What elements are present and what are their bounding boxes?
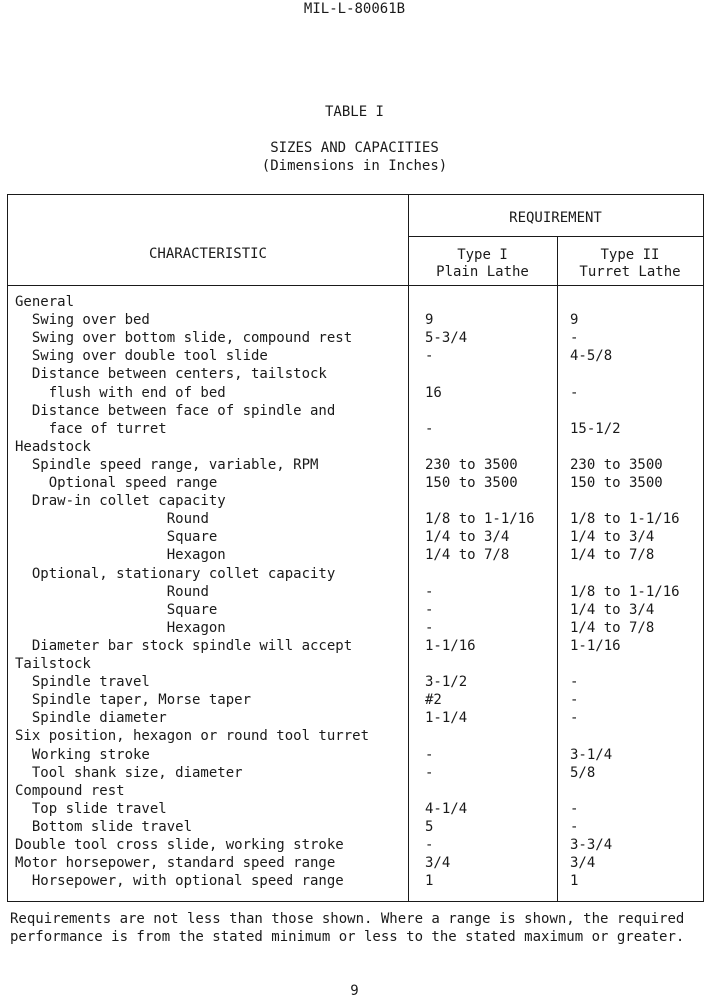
row-type2-value: 9 (570, 312, 579, 329)
row-type2-value: - (570, 692, 579, 709)
row-type2-value: 1/8 to 1-1/16 (570, 583, 680, 600)
row-type2-value: 1/4 to 7/8 (570, 619, 655, 636)
table-row (0, 293, 709, 311)
row-type1-value: 3-1/2 (425, 674, 468, 691)
table-row (0, 583, 709, 601)
table-subtitle: SIZES AND CAPACITIES (270, 140, 439, 156)
table-row (0, 673, 709, 691)
row-type2-value: - (570, 710, 579, 727)
table-row (0, 528, 709, 546)
row-characteristic: Distance between centers, tailstock (31, 366, 327, 383)
row-characteristic: Hexagon (166, 547, 226, 564)
header-type2-line1: Type II (600, 247, 660, 263)
table-row (0, 546, 709, 564)
row-characteristic: Compound rest (15, 782, 125, 799)
row-characteristic: Optional, stationary collet capacity (31, 565, 336, 582)
table-row (0, 691, 709, 709)
row-type1-value: #2 (425, 692, 442, 709)
row-type2-value: - (570, 384, 579, 401)
row-type1-value: 9 (425, 312, 434, 329)
header-divider-bottom (8, 285, 703, 286)
row-type2-value: 1/4 to 3/4 (570, 529, 655, 546)
row-type1-value: 16 (425, 384, 442, 401)
table-row (0, 384, 709, 402)
table-row (0, 782, 709, 800)
row-type1-value: - (425, 764, 434, 781)
table-footnote: Requirements are not less than those shown. Where a range is shown, the required performance is from the stated minimum or less to the stated maximum or greater. (10, 911, 685, 945)
table-row (0, 402, 709, 420)
row-type1-value: 4-1/4 (425, 800, 468, 817)
row-characteristic: Horsepower, with optional speed range (31, 873, 344, 890)
header-type2-line2: Turret Lathe (579, 264, 681, 280)
row-type2-value: 5/8 (570, 764, 596, 781)
table-row (0, 420, 709, 438)
row-characteristic: Hexagon (166, 619, 226, 636)
header-type1-line2: Plain Lathe (436, 264, 529, 280)
row-characteristic: Swing over bed (31, 312, 150, 329)
table-row (0, 438, 709, 456)
page-number: 9 (350, 983, 359, 999)
row-type2-value: - (570, 330, 579, 347)
row-characteristic: Motor horsepower, standard speed range (15, 855, 336, 872)
row-characteristic: flush with end of bed (48, 384, 226, 401)
row-type1-value: - (425, 601, 434, 618)
table-row (0, 818, 709, 836)
row-characteristic: General (15, 294, 75, 310)
header-characteristic: CHARACTERISTIC (148, 246, 267, 262)
table-row (0, 474, 709, 492)
row-type1-value: 1-1/16 (425, 637, 476, 654)
table-row (0, 854, 709, 872)
row-type1-value: 1/4 to 7/8 (425, 547, 510, 564)
row-characteristic: Spindle diameter (31, 710, 167, 727)
row-type1-value: - (425, 420, 434, 437)
row-type2-value: - (570, 818, 579, 835)
row-type1-value: - (425, 746, 434, 763)
row-characteristic: Square (166, 529, 218, 546)
table-row (0, 637, 709, 655)
row-type1-value: 1 (425, 873, 434, 890)
row-type2-value: 3/4 (570, 855, 596, 872)
row-characteristic: Six position, hexagon or round tool turret (15, 728, 370, 745)
row-characteristic: Swing over double tool slide (31, 348, 268, 365)
header-requirement: REQUIREMENT (509, 210, 602, 226)
table-row (0, 456, 709, 474)
row-type1-value: - (425, 619, 434, 636)
row-type2-value: 1/8 to 1-1/16 (570, 511, 680, 528)
table-row (0, 746, 709, 764)
table-row (0, 764, 709, 782)
row-type1-value: 3/4 (425, 855, 451, 872)
row-type1-value: - (425, 348, 434, 365)
row-type2-value: 150 to 3500 (570, 475, 663, 491)
row-characteristic: Distance between face of spindle and (31, 402, 336, 419)
row-type2-value: 4-5/8 (570, 348, 613, 365)
header-divider-requirement (408, 236, 703, 237)
row-type2-value: 1/4 to 7/8 (570, 547, 655, 564)
table-row (0, 872, 709, 890)
row-type1-value: 150 to 3500 (425, 475, 518, 491)
row-characteristic: face of turret (48, 420, 167, 437)
row-characteristic: Spindle taper, Morse taper (31, 692, 252, 709)
table-title: TABLE I (324, 104, 384, 120)
table-row (0, 347, 709, 365)
row-type1-value: 1/8 to 1-1/16 (425, 511, 535, 528)
row-type2-value: 1/4 to 3/4 (570, 601, 655, 618)
row-type1-value: 5-3/4 (425, 330, 468, 347)
row-type2-value: 230 to 3500 (570, 456, 663, 473)
row-characteristic: Working stroke (31, 746, 150, 763)
row-characteristic: Headstock (15, 438, 91, 455)
row-type1-value: 1-1/4 (425, 710, 468, 727)
row-characteristic: Optional speed range (48, 475, 218, 491)
document-number: MIL-L-80061B (303, 1, 406, 17)
table-row (0, 601, 709, 619)
table-row (0, 836, 709, 854)
header-type1-line1: Type I (457, 247, 508, 263)
table-row (0, 329, 709, 347)
table-row (0, 365, 709, 383)
row-characteristic: Tailstock (15, 656, 91, 672)
table-row (0, 510, 709, 528)
row-type1-value: 1/4 to 3/4 (425, 529, 510, 546)
row-characteristic: Round (166, 511, 209, 528)
row-type1-value: - (425, 837, 434, 853)
row-characteristic: Draw-in collet capacity (31, 493, 226, 510)
row-type2-value: - (570, 800, 579, 817)
row-characteristic: Swing over bottom slide, compound rest (31, 330, 353, 347)
table-units: (Dimensions in Inches) (261, 158, 448, 174)
table-row (0, 311, 709, 329)
table-row (0, 655, 709, 673)
row-characteristic: Diameter bar stock spindle will accept (31, 637, 353, 654)
row-characteristic: Spindle speed range, variable, RPM (31, 456, 319, 473)
row-characteristic: Square (166, 601, 218, 618)
row-type2-value: 3-3/4 (570, 837, 613, 853)
row-type2-value: - (570, 674, 579, 691)
row-type2-value: 3-1/4 (570, 746, 613, 763)
row-characteristic: Double tool cross slide, working stroke (15, 837, 344, 853)
row-type1-value: - (425, 583, 434, 600)
table-row (0, 727, 709, 745)
table-row (0, 565, 709, 583)
row-type2-value: 1-1/16 (570, 637, 621, 654)
row-characteristic: Round (166, 583, 209, 600)
table-row (0, 619, 709, 637)
row-type1-value: 5 (425, 818, 434, 835)
table-row (0, 492, 709, 510)
row-characteristic: Top slide travel (31, 800, 167, 817)
row-type2-value: 1 (570, 873, 579, 890)
row-characteristic: Bottom slide travel (31, 818, 193, 835)
row-characteristic: Tool shank size, diameter (31, 764, 243, 781)
table-row (0, 800, 709, 818)
table-row (0, 709, 709, 727)
row-type1-value: 230 to 3500 (425, 456, 518, 473)
row-type2-value: 15-1/2 (570, 420, 621, 437)
row-characteristic: Spindle travel (31, 674, 150, 691)
